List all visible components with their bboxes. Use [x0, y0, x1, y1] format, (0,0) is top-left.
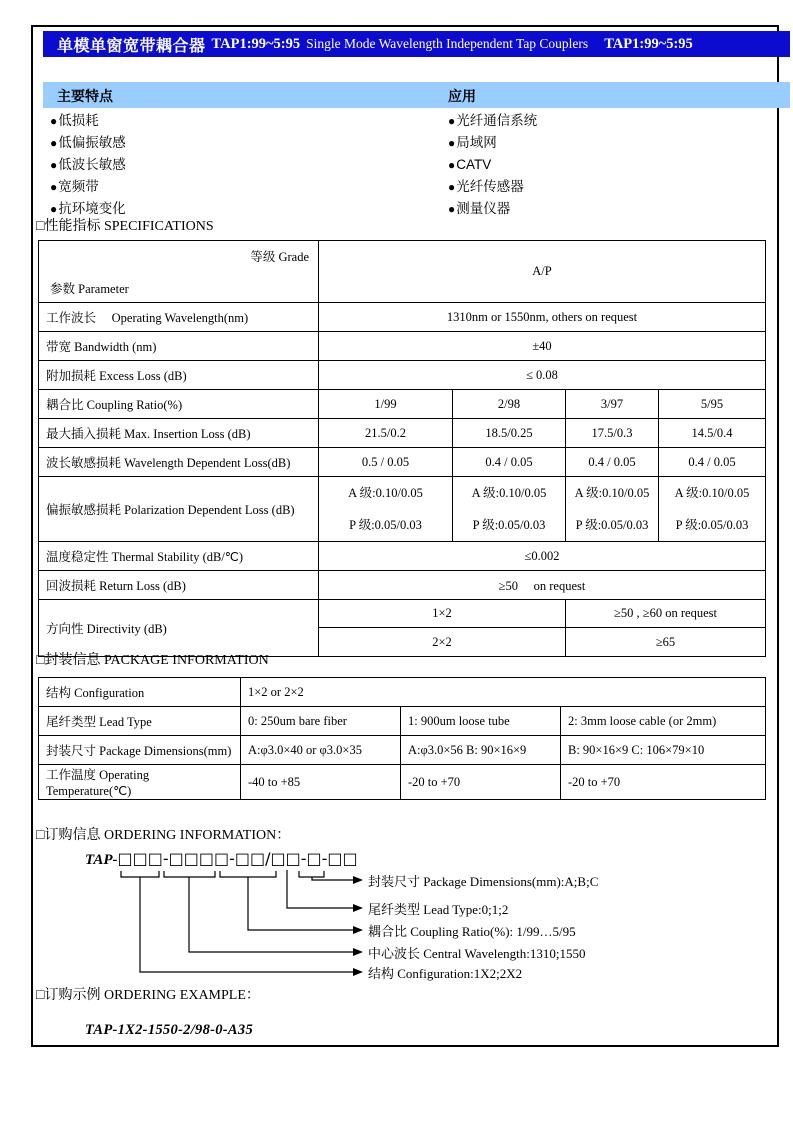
spec-row-label: 波长敏感损耗 Wavelength Dependent Loss(dB) — [39, 448, 319, 477]
spec-cell — [319, 477, 453, 542]
spec-cell — [566, 477, 659, 542]
table-row — [39, 390, 766, 419]
pkg-cell: -40 to +85 — [241, 765, 401, 800]
bullet-icon: ● — [448, 114, 456, 128]
table-row — [39, 678, 766, 707]
feature-label: 低偏振敏感 — [58, 135, 126, 150]
product-title-chinese: 单模单窗宽带耦合器 — [57, 37, 206, 55]
bullet-icon: ● — [50, 114, 58, 128]
spec-row-label: 工作波长 Operating Wavelength(nm) — [39, 303, 319, 332]
list-item — [448, 132, 537, 154]
table-row — [39, 542, 766, 571]
spec-row-value: ≤0.002 — [319, 542, 766, 571]
ordering-diagram-lines — [85, 868, 385, 980]
specifications-section-title: □性能指标 SPECIFICATIONS — [36, 219, 214, 234]
spec-row-label: 回波损耗 Return Loss (dB) — [39, 571, 319, 600]
bullet-icon: ● — [50, 180, 58, 194]
pkg-cell: B: 90×16×9 C: 106×79×10 — [561, 736, 766, 765]
pkg-cell: 2: 3mm loose cable (or 2mm) — [561, 707, 766, 736]
list-item — [50, 176, 126, 198]
list-item — [50, 110, 126, 132]
pdl-grade-p: P 级:0.05/0.03 — [349, 518, 422, 532]
spec-row-value: ≥50 on request — [319, 571, 766, 600]
spec-cell: 2/98 — [453, 390, 566, 419]
pdl-grade-p: P 级:0.05/0.03 — [472, 518, 546, 532]
spec-cell: 3/97 — [566, 390, 659, 419]
pdl-grade-a: A 级:0.10/0.05 — [348, 486, 423, 500]
list-item — [448, 176, 537, 198]
features-header: 主要特点 — [57, 88, 113, 104]
ordering-section-title: □订购信息 ORDERING INFORMATION： — [36, 828, 291, 843]
list-item — [50, 154, 126, 176]
spec-row-label: 耦合比 Coupling Ratio(%) — [39, 390, 319, 419]
bullet-icon: ● — [448, 158, 456, 172]
feature-label: 低波长敏感 — [58, 157, 126, 172]
spec-cell: 18.5/0.25 — [453, 419, 566, 448]
application-label: 光纤传感器 — [456, 179, 524, 194]
bullet-icon: ● — [50, 136, 58, 150]
ordering-label-central-wavelength: 中心波长 Central Wavelength:1310;1550 — [368, 946, 586, 961]
application-label: 光纤通信系统 — [456, 113, 538, 128]
spec-cell: 0.4 / 0.05 — [566, 448, 659, 477]
pkg-row-label: 封装尺寸 Package Dimensions(mm) — [39, 736, 241, 765]
feature-label: 宽频带 — [58, 179, 99, 194]
pkg-cell: A:φ3.0×56 B: 90×16×9 — [401, 736, 561, 765]
spec-cell: 1/99 — [319, 390, 453, 419]
pdl-grade-a: A 级:0.10/0.05 — [574, 486, 650, 500]
spec-row-label: 附加损耗 Excess Loss (dB) — [39, 361, 319, 390]
spec-cell: 0.5 / 0.05 — [319, 448, 453, 477]
table-row — [39, 571, 766, 600]
table-row — [39, 600, 766, 628]
feature-label: 抗环境变化 — [58, 201, 126, 216]
spec-row-label: 最大插入损耗 Max. Insertion Loss (dB) — [39, 419, 319, 448]
product-code-2: TAP1:99~5:95 — [604, 35, 693, 52]
bullet-icon: ● — [448, 202, 456, 216]
spec-row-value: 1310nm or 1550nm, others on request — [319, 303, 766, 332]
bullet-icon: ● — [448, 180, 456, 194]
arrowhead-icon — [353, 876, 363, 976]
spec-cell: 0.4 / 0.05 — [659, 448, 766, 477]
directivity-config: 2×2 — [319, 628, 566, 657]
features-header-bar — [43, 82, 790, 108]
spec-row-value: ±40 — [319, 332, 766, 361]
list-item — [448, 154, 537, 176]
table-row — [39, 332, 766, 361]
spec-cell: 21.5/0.2 — [319, 419, 453, 448]
spec-row-label: 温度稳定性 Thermal Stability (dB/℃) — [39, 542, 319, 571]
spec-cell — [659, 477, 766, 542]
grade-header-label: 等级 Grade — [250, 249, 309, 264]
spec-cell: 17.5/0.3 — [566, 419, 659, 448]
ordering-code-boxes: □□□-□□□□-□□/□□-□-□□ — [117, 849, 358, 868]
directivity-value: ≥50 , ≥60 on request — [566, 600, 766, 628]
pdl-grade-p: P 级:0.05/0.03 — [575, 518, 649, 532]
pkg-cell: 0: 250um bare fiber — [241, 707, 401, 736]
product-code-1: TAP1:99~5:95 — [211, 35, 301, 52]
list-item — [448, 198, 537, 220]
list-item — [448, 110, 537, 132]
ordering-code-prefix: TAP- — [85, 852, 118, 868]
spec-row-label: 带宽 Bandwidth (nm) — [39, 332, 319, 361]
features-list — [50, 110, 126, 220]
package-section-title: □封装信息 PACKAGE INFORMATION — [36, 653, 269, 668]
pkg-row-label: 结构 Configuration — [39, 678, 241, 707]
spec-cell: 0.4 / 0.05 — [453, 448, 566, 477]
bullet-icon: ● — [50, 202, 58, 216]
spec-row-label: 方向性 Directivity (dB) — [39, 600, 319, 657]
pkg-row-label: 尾纤类型 Lead Type — [39, 707, 241, 736]
spec-cell — [453, 477, 566, 542]
pkg-row-label: 工作温度 Operating Temperature(℃) — [39, 765, 241, 800]
pkg-cell: -20 to +70 — [401, 765, 561, 800]
spec-cell: 5/95 — [659, 390, 766, 419]
table-row — [39, 448, 766, 477]
application-label: 局域网 — [456, 135, 497, 150]
table-row — [39, 736, 766, 765]
ordering-label-configuration: 结构 Configuration:1X2;2X2 — [368, 966, 523, 981]
table-row — [39, 477, 766, 542]
bullet-icon: ● — [50, 158, 58, 172]
parameter-header-label: 参数 Parameter — [50, 281, 129, 296]
pkg-cell: -20 to +70 — [561, 765, 766, 800]
directivity-config: 1×2 — [319, 600, 566, 628]
spec-header-cell — [39, 241, 319, 303]
bullet-icon: ● — [448, 136, 456, 150]
table-row — [39, 419, 766, 448]
product-title-english: Single Mode Wavelength Independent Tap Couplers — [306, 36, 589, 51]
package-table — [38, 677, 766, 800]
application-label: 测量仪器 — [456, 201, 511, 216]
table-row — [39, 707, 766, 736]
specifications-table — [38, 240, 766, 657]
table-row — [39, 303, 766, 332]
example-order-code: TAP-1X2-1550-2/98-0-A35 — [85, 1022, 253, 1038]
list-item — [50, 132, 126, 154]
pdl-grade-a: A 级:0.10/0.05 — [471, 486, 547, 500]
title-bar — [43, 31, 790, 57]
feature-label: 低损耗 — [58, 113, 99, 128]
applications-header: 应用 — [448, 88, 476, 104]
pkg-cell: A:φ3.0×40 or φ3.0×35 — [241, 736, 401, 765]
example-section-title: □订购示例 ORDERING EXAMPLE： — [36, 988, 260, 1003]
spec-row-value: ≤ 0.08 — [319, 361, 766, 390]
applications-list — [448, 110, 537, 220]
ordering-label-coupling-ratio: 耦合比 Coupling Ratio(%): 1/99…5/95 — [368, 924, 576, 939]
spec-cell: 14.5/0.4 — [659, 419, 766, 448]
application-label: CATV — [456, 157, 492, 172]
pdl-grade-p: P 级:0.05/0.03 — [675, 518, 749, 532]
pkg-cell: 1: 900um loose tube — [401, 707, 561, 736]
table-row — [39, 361, 766, 390]
pdl-grade-a: A 级:0.10/0.05 — [674, 486, 750, 500]
grade-value-cell: A/P — [319, 241, 766, 303]
table-row — [39, 765, 766, 800]
ordering-label-package-dimensions: 封装尺寸 Package Dimensions(mm):A;B;C — [368, 874, 599, 889]
directivity-value: ≥65 — [566, 628, 766, 657]
pkg-row-value: 1×2 or 2×2 — [241, 678, 766, 707]
spec-row-label: 偏振敏感损耗 Polarization Dependent Loss (dB) — [39, 477, 319, 542]
ordering-label-lead-type: 尾纤类型 Lead Type:0;1;2 — [368, 902, 509, 917]
ordering-code-line — [85, 849, 358, 869]
